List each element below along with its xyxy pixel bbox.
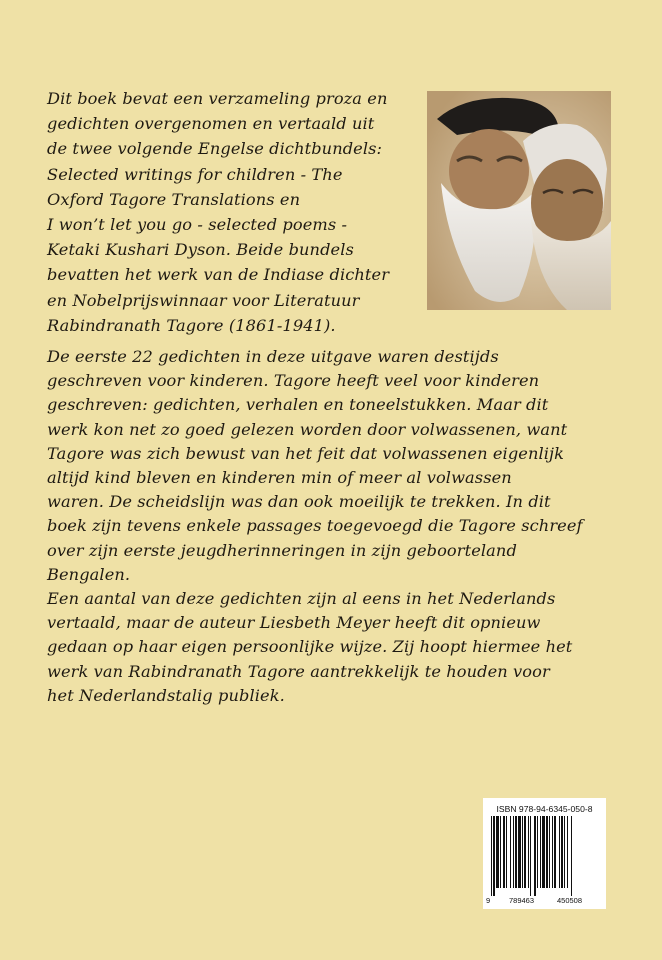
- body-line: De eerste 22 gedichten in deze uitgave waren destijds: [47, 347, 499, 366]
- intro-line: I won’t let you go - selected poems -: [47, 215, 348, 235]
- body-line: boek zijn tevens enkele passages toegevoegd die Tagore schreef: [47, 516, 583, 536]
- barcode-bar: [540, 816, 541, 888]
- intro-line: Selected writings for children - The: [47, 164, 343, 184]
- barcode-bar: [518, 816, 521, 888]
- barcode-bar: [503, 816, 505, 888]
- barcode-bar: [500, 816, 501, 888]
- intro-line: Rabindranath Tagore (1861-1941).: [47, 315, 336, 335]
- barcode-bar: [552, 816, 553, 888]
- barcode-bar: [567, 816, 568, 888]
- barcode-bar: [559, 816, 560, 888]
- barcode-bar: [493, 816, 495, 896]
- body-line: over zijn eerste jeugdherinneringen in zijn geboorteland: [47, 540, 517, 560]
- body-line: werk van Rabindranath Tagore aantrekkelijk te houden voor: [47, 661, 550, 681]
- barcode-bar: [528, 816, 529, 888]
- intro-line: gedichten overgenomen en vertaald uit: [47, 114, 375, 134]
- intro-paragraph: [47, 86, 427, 338]
- barcode-digit-group2: 450508: [557, 896, 583, 905]
- isbn-barcode: [483, 798, 606, 909]
- body-line: vertaald, maar de auteur Liesbeth Meyer heeft dit opnieuw: [47, 613, 541, 633]
- body-line: geschreven: gedichten, verhalen en toneelstukken. Maar dit: [47, 395, 549, 415]
- body-line: gedaan op haar eigen persoonlijke wijze. Zij hoopt hiermee het: [47, 637, 573, 657]
- body-line: werk kon net zo goed gelezen worden door volwassenen, want: [47, 419, 568, 439]
- barcode-bar: [571, 816, 572, 896]
- barcode-bar: [510, 816, 511, 888]
- barcode-bar: [534, 816, 536, 896]
- barcode-bar: [524, 816, 526, 888]
- intro-line: Oxford Tagore Translations en: [47, 189, 301, 209]
- intro-line: bevatten het werk van de Indiase dichter: [47, 265, 390, 285]
- barcode-bar: [537, 816, 538, 888]
- intro-line: Ketaki Kushari Dyson. Beide bundels: [47, 240, 354, 260]
- barcode-bar: [491, 816, 492, 896]
- body-line: waren. De scheidslijn was dan ook moeilijk te trekken. In dit: [47, 492, 551, 512]
- barcode-digit-group1: 789463: [509, 896, 535, 905]
- barcode-digit-lead: 9: [486, 896, 491, 905]
- barcode-bar: [515, 816, 517, 888]
- body-paragraph: [47, 345, 637, 708]
- barcode-bar: [506, 816, 507, 888]
- barcode-bar: [549, 816, 550, 888]
- barcode-bar: [546, 816, 548, 888]
- portrait-illustration: [427, 91, 611, 310]
- barcode-bar: [561, 816, 563, 888]
- barcode-bar: [554, 816, 556, 888]
- body-line: altijd kind bleven en kinderen min of meer al volwassen: [47, 468, 512, 488]
- barcode-bar: [496, 816, 499, 888]
- body-line: Bengalen.: [47, 564, 131, 584]
- intro-line: en Nobelprijswinnaar voor Literatuur: [47, 290, 360, 310]
- barcode-bar: [564, 816, 565, 888]
- intro-line: Dit boek bevat een verzameling proza en: [47, 89, 388, 108]
- barcode-bar: [542, 816, 545, 888]
- body-line: geschreven voor kinderen. Tagore heeft veel voor kinderen: [47, 371, 540, 391]
- barcode-bar: [522, 816, 523, 888]
- intro-line: de twee volgende Engelse dichtbundels:: [47, 139, 383, 159]
- barcode-bar: [530, 816, 531, 896]
- author-portrait-photo: [427, 91, 611, 310]
- body-line: Tagore was zich bewust van het feit dat volwassenen eigenlijk: [47, 443, 565, 463]
- barcode-bar: [513, 816, 514, 888]
- body-line: het Nederlandstalig publiek.: [47, 685, 285, 705]
- body-line: Een aantal van deze gedichten zijn al eens in het Nederlands: [47, 589, 556, 609]
- isbn-label: ISBN 978-94-6345-050-8: [496, 804, 593, 814]
- barcode-bars-icon: [489, 816, 600, 896]
